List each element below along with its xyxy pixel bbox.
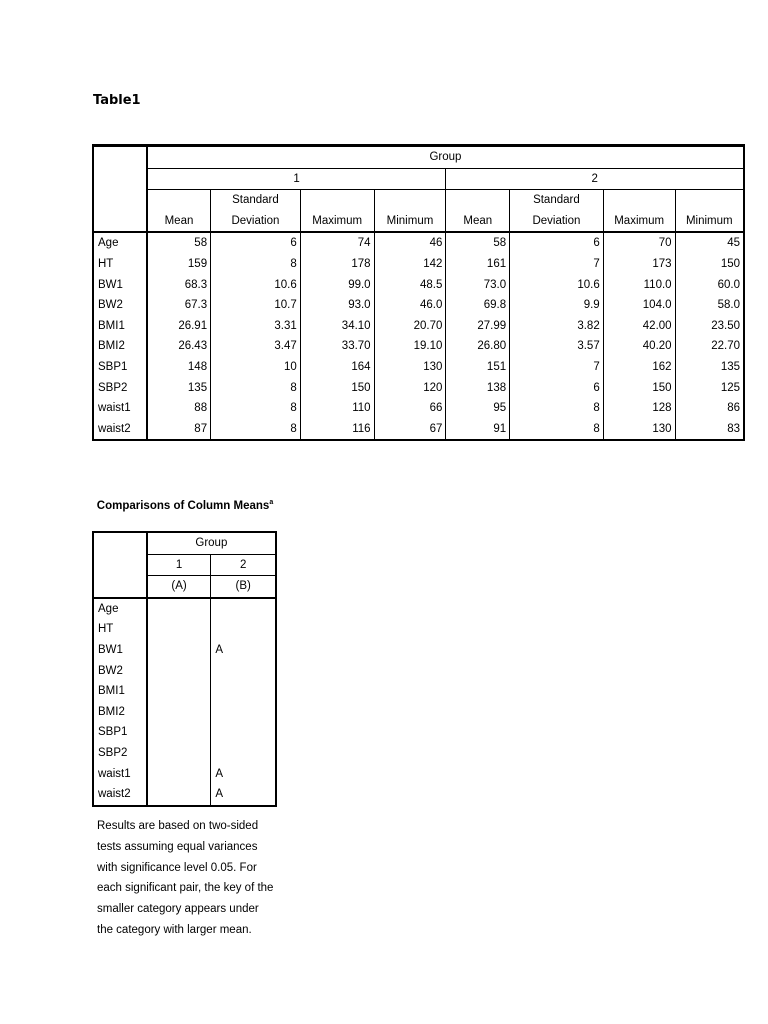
stat-header: Maximum (300, 211, 374, 233)
table-cell: 19.10 (374, 336, 446, 357)
table-cell: 130 (374, 357, 446, 378)
comparison-cell: A (211, 764, 276, 785)
table-cell: 23.50 (675, 316, 744, 337)
table-cell: 10.7 (211, 295, 301, 316)
table-row (93, 254, 744, 275)
comparison-cell (147, 702, 211, 723)
group-2-header: 2 (446, 168, 744, 190)
comparison-cell (147, 640, 211, 661)
row-label: waist1 (93, 764, 147, 785)
row-label: Age (93, 232, 147, 254)
comparison-cell (147, 619, 211, 640)
comparison-cell (147, 722, 211, 743)
group-1-header: 1 (147, 168, 446, 190)
row-label: waist2 (93, 419, 147, 441)
stat-header-top (374, 190, 446, 211)
table-row (93, 378, 744, 399)
table-cell: 3.57 (510, 336, 604, 357)
table-cell: 148 (147, 357, 211, 378)
table-cell: 46.0 (374, 295, 446, 316)
group-2-key: (B) (211, 576, 276, 598)
table-cell: 74 (300, 232, 374, 254)
row-label: Age (93, 598, 147, 620)
table-cell: 120 (374, 378, 446, 399)
table-cell: 60.0 (675, 275, 744, 296)
row-label: BMI2 (93, 336, 147, 357)
stat-header-top (300, 190, 374, 211)
row-label: SBP2 (93, 378, 147, 399)
table-cell: 161 (446, 254, 510, 275)
table-row (93, 640, 276, 661)
stat-header-top (147, 190, 211, 211)
row-label: BMI1 (93, 316, 147, 337)
comparison-cell (211, 702, 276, 723)
stat-header-top (446, 190, 510, 211)
row-label: waist2 (93, 784, 147, 806)
table-cell: 91 (446, 419, 510, 441)
row-label: HT (93, 254, 147, 275)
table-row (93, 722, 276, 743)
table-cell: 42.00 (603, 316, 675, 337)
group-1-key: (A) (147, 576, 211, 598)
row-label: SBP1 (93, 722, 147, 743)
table-cell: 26.80 (446, 336, 510, 357)
row-label: BMI1 (93, 681, 147, 702)
table-cell: 34.10 (300, 316, 374, 337)
table-cell: 3.47 (211, 336, 301, 357)
table-cell: 40.20 (603, 336, 675, 357)
comparison-cell (211, 619, 276, 640)
table-cell: 22.70 (675, 336, 744, 357)
stat-header: Mean (446, 211, 510, 233)
table-cell: 58 (147, 232, 211, 254)
table-cell: 142 (374, 254, 446, 275)
document-title: Table1 (93, 93, 141, 108)
table-cell: 6 (510, 378, 604, 399)
stat-header: Minimum (374, 211, 446, 233)
row-label: HT (93, 619, 147, 640)
row-label: SBP2 (93, 743, 147, 764)
table-cell: 6 (211, 232, 301, 254)
table-cell: 110.0 (603, 275, 675, 296)
table-cell: 3.31 (211, 316, 301, 337)
table-cell: 110 (300, 398, 374, 419)
table-cell: 20.70 (374, 316, 446, 337)
group-header: Group (147, 146, 744, 169)
row-label: BW2 (93, 661, 147, 682)
table-row (93, 743, 276, 764)
table-cell: 150 (300, 378, 374, 399)
stat-header-top: Standard (211, 190, 301, 211)
table-cell: 159 (147, 254, 211, 275)
table-row (93, 398, 744, 419)
table-cell: 33.70 (300, 336, 374, 357)
table-row (93, 661, 276, 682)
corner-cell (93, 146, 147, 233)
table-cell: 162 (603, 357, 675, 378)
group-1-header: 1 (147, 554, 211, 576)
comparison-cell (147, 661, 211, 682)
table-cell: 164 (300, 357, 374, 378)
table-cell: 10.6 (510, 275, 604, 296)
comparisons-title (93, 494, 277, 515)
table-cell: 8 (211, 419, 301, 441)
table-cell: 87 (147, 419, 211, 441)
table-row (93, 619, 276, 640)
table-cell: 138 (446, 378, 510, 399)
table-cell: 70 (603, 232, 675, 254)
table-cell: 10.6 (211, 275, 301, 296)
descriptive-statistics-table (92, 144, 745, 441)
comparison-cell: A (211, 640, 276, 661)
table-cell: 66 (374, 398, 446, 419)
table-cell: 150 (675, 254, 744, 275)
comparison-cell: A (211, 784, 276, 806)
table-cell: 45 (675, 232, 744, 254)
table-cell: 67.3 (147, 295, 211, 316)
table-row (93, 357, 744, 378)
table-cell: 8 (211, 254, 301, 275)
group-2-header: 2 (211, 554, 276, 576)
table-cell: 178 (300, 254, 374, 275)
table-cell: 10 (211, 357, 301, 378)
column-means-comparison-table (92, 531, 277, 807)
comparison-cell (211, 681, 276, 702)
comparison-cell (211, 598, 276, 620)
stat-header-top: Standard (510, 190, 604, 211)
stat-header: Deviation (510, 211, 604, 233)
table-cell: 58 (446, 232, 510, 254)
comparison-cell (147, 598, 211, 620)
table-cell: 8 (211, 378, 301, 399)
row-label: BW1 (93, 640, 147, 661)
row-label: BW1 (93, 275, 147, 296)
table-cell: 48.5 (374, 275, 446, 296)
table-cell: 135 (675, 357, 744, 378)
table-cell: 125 (675, 378, 744, 399)
stat-header: Deviation (211, 211, 301, 233)
stat-header: Minimum (675, 211, 744, 233)
table-row (93, 419, 744, 441)
stat-header: Maximum (603, 211, 675, 233)
row-label: SBP1 (93, 357, 147, 378)
table-cell: 99.0 (300, 275, 374, 296)
table-cell: 6 (510, 232, 604, 254)
table-cell: 3.82 (510, 316, 604, 337)
table-row (93, 232, 744, 254)
table-cell: 151 (446, 357, 510, 378)
table-cell: 67 (374, 419, 446, 441)
table-cell: 128 (603, 398, 675, 419)
table-cell: 95 (446, 398, 510, 419)
corner-cell (93, 532, 147, 598)
comparison-cell (211, 743, 276, 764)
table-cell: 73.0 (446, 275, 510, 296)
table-cell: 26.91 (147, 316, 211, 337)
table-row (93, 336, 744, 357)
table-cell: 26.43 (147, 336, 211, 357)
table-cell: 58.0 (675, 295, 744, 316)
row-label: waist1 (93, 398, 147, 419)
table-cell: 8 (510, 398, 604, 419)
comparison-cell (211, 722, 276, 743)
table-cell: 150 (603, 378, 675, 399)
stat-header: Mean (147, 211, 211, 233)
table-cell: 86 (675, 398, 744, 419)
comparison-cell (147, 764, 211, 785)
table-cell: 135 (147, 378, 211, 399)
table-cell: 27.99 (446, 316, 510, 337)
table-cell: 130 (603, 419, 675, 441)
table-cell: 104.0 (603, 295, 675, 316)
table-cell: 7 (510, 254, 604, 275)
table-row (93, 316, 744, 337)
stat-header-top (675, 190, 744, 211)
table-cell: 88 (147, 398, 211, 419)
row-label: BW2 (93, 295, 147, 316)
comparison-cell (147, 743, 211, 764)
table-row (93, 598, 276, 620)
comparison-cell (147, 681, 211, 702)
table-cell: 83 (675, 419, 744, 441)
table-cell: 8 (211, 398, 301, 419)
table-cell: 116 (300, 419, 374, 441)
table-cell: 8 (510, 419, 604, 441)
comparisons-footnote: Results are based on two-sided tests assuming equal variances with significance level 0.05. For each significant pair, the key of the smaller category appears under the category with larger mean. (97, 820, 274, 936)
table-row (93, 295, 744, 316)
comparison-cell (147, 784, 211, 806)
table-cell: 173 (603, 254, 675, 275)
table-cell: 7 (510, 357, 604, 378)
table-cell: 69.8 (446, 295, 510, 316)
table-cell: 46 (374, 232, 446, 254)
table-row (93, 702, 276, 723)
table-row (93, 784, 276, 806)
row-label: BMI2 (93, 702, 147, 723)
comparisons-title-text: Comparisons of Column Means (96, 499, 270, 512)
group-header: Group (147, 532, 276, 554)
stat-header-top (603, 190, 675, 211)
table-cell: 68.3 (147, 275, 211, 296)
table-cell: 93.0 (300, 295, 374, 316)
table-row (93, 764, 276, 785)
footnote-marker: a (269, 499, 274, 506)
table-row (93, 275, 744, 296)
table-cell: 9.9 (510, 295, 604, 316)
table-row (93, 681, 276, 702)
comparison-cell (211, 661, 276, 682)
